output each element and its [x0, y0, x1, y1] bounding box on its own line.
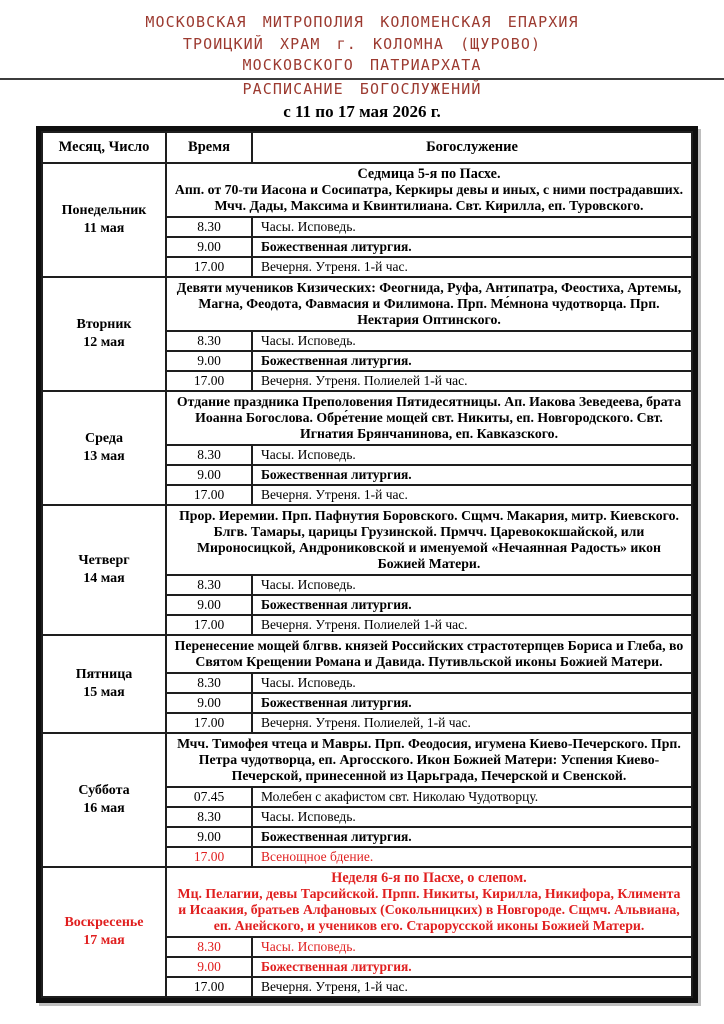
day-cell — [42, 733, 166, 867]
table-row — [42, 733, 692, 787]
table-row — [42, 505, 692, 575]
table-row — [42, 163, 692, 217]
day-date: 11 мая — [83, 220, 125, 236]
day-cell — [42, 277, 166, 391]
feast-title: Седмица 5-я по Пасхе. — [357, 165, 501, 182]
service-time: 8.30 — [166, 331, 252, 351]
day-cell — [42, 391, 166, 505]
feast-text: Апп. от 70-ти Иасона и Сосипатра, Керкиры девы и иных, с ними пострадавших. Мчч. Дады, Максима и Квинтилиана. Свт. Кирилла, еп. Туровского. — [174, 181, 684, 213]
service-time: 9.00 — [166, 595, 252, 615]
service-name: Часы. Исповедь. — [252, 673, 692, 693]
day-date: 14 мая — [83, 570, 125, 586]
service-name: Вечерня. Утреня. 1-й час. — [252, 257, 692, 277]
service-time: 17.00 — [166, 713, 252, 733]
service-name: Вечерня. Утреня. Полиелей, 1-й час. — [252, 713, 692, 733]
date-range: с 11 по 17 мая 2026 г. — [283, 101, 441, 121]
service-name: Вечерня. Утреня, 1-й час. — [252, 977, 692, 997]
table-row — [42, 635, 692, 673]
service-time: 17.00 — [166, 847, 252, 867]
day-date: 17 мая — [83, 932, 125, 948]
feast-text: Отдание праздника Преполовения Пятидесятницы. Ап. Иакова Зеведеева, брата Иоанна Богослова. Обре́тение мощей свт. Никиты, еп. Новгородского. Свт. Игнатия Брянчанинова, еп. Кавказского. — [176, 393, 682, 441]
feast-cell — [166, 391, 692, 445]
service-name: Божественная литургия. — [252, 351, 692, 371]
header-line-temple: ТРОИЦКИЙ ХРАМ г. КОЛОМНА (ЩУРОВО) — [182, 34, 542, 53]
day-name: Среда — [84, 430, 123, 446]
header-line-metropolia: МОСКОВСКАЯ МИТРОПОЛИЯ КОЛОМЕНСКАЯ ЕПАРХИЯ — [145, 13, 579, 31]
page-header — [0, 0, 724, 122]
feast-cell — [166, 505, 692, 575]
day-name: Пятница — [75, 666, 133, 682]
feast-text: Перенесение мощей блгвв. князей Российских страстотерпцев Бориса и Глеба, во Святом Крещении Романа и Давида. Путивльской иконы Божией Матери. — [174, 637, 684, 669]
day-cell — [42, 867, 166, 997]
feast-text: Прор. Иеремии. Прп. Пафнутия Боровского. Сщмч. Макария, митр. Киевского. Блгв. Тамары, царицы Грузинской. Прмчч. Царевококшайской, или Мироносицкой, Андрониковской и именуемой «Нечаянная Радость» икон Божией Матери. — [179, 507, 679, 571]
feast-title: Неделя 6-я по Пасхе, о слепом. — [331, 869, 527, 886]
service-time: 8.30 — [166, 575, 252, 595]
service-time: 9.00 — [166, 237, 252, 257]
schedule-table-frame — [36, 126, 698, 1003]
service-time: 8.30 — [166, 937, 252, 957]
table-row — [42, 867, 692, 937]
service-time: 9.00 — [166, 957, 252, 977]
service-time: 8.30 — [166, 807, 252, 827]
service-name: Часы. Исповедь. — [252, 331, 692, 351]
service-name: Часы. Исповедь. — [252, 937, 692, 957]
service-name: Божественная литургия. — [252, 465, 692, 485]
day-name: Вторник — [76, 316, 132, 332]
day-cell — [42, 635, 166, 733]
table-row — [42, 391, 692, 445]
service-name: Всенощное бдение. — [252, 847, 692, 867]
service-name: Божественная литургия. — [252, 827, 692, 847]
service-name: Часы. Исповедь. — [252, 445, 692, 465]
service-name: Божественная литургия. — [252, 693, 692, 713]
service-name: Часы. Исповедь. — [252, 217, 692, 237]
day-name: Четверг — [78, 552, 130, 568]
day-date: 13 мая — [83, 448, 125, 464]
service-name: Молебен с акафистом свт. Николаю Чудотворцу. — [252, 787, 692, 807]
column-header-service: Богослужение — [252, 132, 692, 163]
service-time: 07.45 — [166, 787, 252, 807]
day-name: Воскресенье — [64, 914, 144, 930]
service-time: 17.00 — [166, 257, 252, 277]
header-line-patriarchate: МОСКОВСКОГО ПАТРИАРХАТА — [242, 56, 482, 74]
divider-rule — [0, 78, 724, 99]
feast-text: Мц. Пелагии, девы Тарсийской. Прпп. Никиты, Кирилла, Никифора, Климента и Исаакия, братьев Алфановых (Сокольницких) в Новгороде. Сщмч. Альвиана, еп. Анейского, и учеников его. Старорусской иконы Божией Матери. — [177, 885, 681, 933]
service-name: Божественная литургия. — [252, 595, 692, 615]
schedule-title: РАСПИСАНИЕ БОГОСЛУЖЕНИЙ — [242, 79, 482, 98]
schedule-table — [41, 131, 693, 998]
service-name: Божественная литургия. — [252, 237, 692, 257]
service-time: 17.00 — [166, 615, 252, 635]
day-date: 12 мая — [83, 334, 125, 350]
service-time: 9.00 — [166, 693, 252, 713]
service-time: 17.00 — [166, 371, 252, 391]
service-name: Часы. Исповедь. — [252, 807, 692, 827]
feast-cell — [166, 635, 692, 673]
column-header-day: Месяц, Число — [42, 132, 166, 163]
table-header-row — [42, 132, 692, 163]
table-row — [42, 277, 692, 331]
service-time: 17.00 — [166, 485, 252, 505]
feast-cell — [166, 867, 692, 937]
service-time: 9.00 — [166, 465, 252, 485]
service-time: 9.00 — [166, 827, 252, 847]
service-time: 8.30 — [166, 673, 252, 693]
day-name: Суббота — [78, 782, 130, 798]
day-date: 16 мая — [83, 800, 125, 816]
service-time: 8.30 — [166, 445, 252, 465]
feast-cell — [166, 277, 692, 331]
service-name: Вечерня. Утреня. 1-й час. — [252, 485, 692, 505]
schedule-body — [42, 163, 692, 997]
service-time: 9.00 — [166, 351, 252, 371]
service-time: 8.30 — [166, 217, 252, 237]
feast-cell — [166, 733, 692, 787]
service-name: Вечерня. Утреня. Полиелей 1-й час. — [252, 371, 692, 391]
day-date: 15 мая — [83, 684, 125, 700]
service-name: Вечерня. Утреня. Полиелей 1-й час. — [252, 615, 692, 635]
feast-text: Девяти мучеников Кизических: Феогнида, Руфа, Антипатра, Феостиха, Артемы, Магна, Феодота, Фавмасия и Филимона. Прп. Ме́мнона чудотворца. Прп. Нектария Оптинского. — [176, 279, 682, 327]
column-header-time: Время — [166, 132, 252, 163]
service-time: 17.00 — [166, 977, 252, 997]
day-name: Понедельник — [61, 202, 147, 218]
feast-cell — [166, 163, 692, 217]
service-name: Часы. Исповедь. — [252, 575, 692, 595]
day-cell — [42, 505, 166, 635]
service-name: Божественная литургия. — [252, 957, 692, 977]
feast-text: Мчч. Тимофея чтеца и Мавры. Прп. Феодосия, игумена Киево-Печерского. Прп. Петра чудотворца, еп. Аргосского. Икон Божией Матери: Успения Киево-Печерской, принесенной из Царьграда, Печерской и Свенской. — [177, 735, 681, 783]
day-cell — [42, 163, 166, 277]
